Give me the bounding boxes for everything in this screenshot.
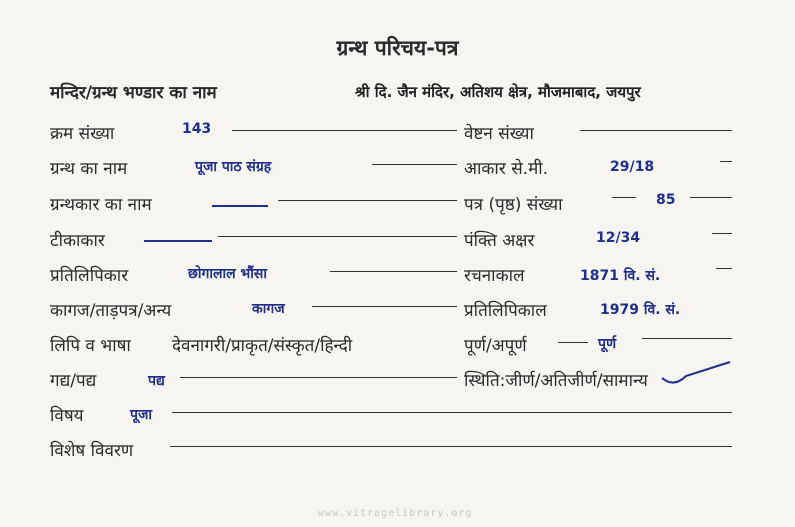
- copy-period-label: प्रतिलिपिकाल: [464, 301, 547, 321]
- copyist-line: [330, 271, 457, 272]
- copy-period-value: 1979 वि. सं.: [600, 302, 681, 318]
- lines-letters-label: पंक्ति अक्षर: [464, 231, 535, 251]
- subject-label: विषय: [50, 406, 84, 426]
- temple-label: मन्दिर/ग्रन्थ भण्डार का नाम: [50, 83, 217, 103]
- leaves-count-line-b: [690, 197, 732, 198]
- watermark: www.vitragelibrary.org: [318, 508, 473, 519]
- leaves-count-label: पत्र (पृष्ठ) संख्या: [464, 195, 563, 215]
- size-cm-line: [720, 161, 732, 162]
- subject-value: पूजा: [130, 407, 152, 423]
- copyist-label: प्रतिलिपिकार: [50, 266, 129, 286]
- wrapper-number-label: वेष्टन संख्या: [464, 124, 534, 144]
- complete-incomplete-label: पूर्ण/अपूर्ण: [464, 336, 527, 356]
- size-cm-label: आकार से.मी.: [464, 159, 549, 179]
- card-title: ग्रन्थ परिचय-पत्र: [336, 36, 459, 60]
- leaves-count-line-a: [612, 197, 636, 198]
- author-blank-dash: [212, 205, 268, 207]
- serial-number-label: क्रम संख्या: [50, 124, 115, 144]
- leaves-count-value: 85: [656, 192, 676, 208]
- commentator-blank-dash: [144, 240, 212, 242]
- prose-verse-line: [180, 377, 457, 378]
- complete-incomplete-line-b: [642, 338, 732, 339]
- condition-checkmark-icon: [660, 358, 736, 394]
- remarks-line: [170, 446, 732, 447]
- temple-value: श्री दि. जैन मंदिर, अतिशय क्षेत्र, मौजमाबाद, जयपुर: [355, 83, 641, 101]
- author-label: ग्रन्थकार का नाम: [50, 195, 152, 215]
- lines-letters-line: [712, 233, 732, 234]
- composition-period-label: रचनाकाल: [464, 266, 525, 286]
- granth-name-line: [372, 164, 457, 165]
- commentator-line: [218, 236, 457, 237]
- serial-number-value: 143: [182, 121, 212, 137]
- copyist-value: छोगालाल भौंसा: [188, 266, 267, 282]
- script-language-label: लिपि व भाषा: [50, 336, 131, 356]
- size-cm-value: 29/18: [610, 159, 655, 175]
- granth-name-label: ग्रन्थ का नाम: [50, 159, 128, 179]
- condition-label: स्थिति:जीर्ण/अतिजीर्ण/सामान्य: [464, 371, 648, 391]
- composition-period-value: 1871 वि. सं.: [580, 268, 661, 284]
- wrapper-number-line: [580, 130, 732, 131]
- author-line: [278, 200, 457, 201]
- subject-line: [172, 412, 732, 413]
- prose-verse-label: गद्य/पद्य: [50, 371, 97, 391]
- complete-incomplete-line-a: [558, 342, 588, 343]
- script-language-value: देवनागरी/प्राकृत/संस्कृत/हिन्दी: [172, 336, 353, 356]
- material-label: कागज/ताड़पत्र/अन्य: [50, 301, 172, 321]
- lines-letters-value: 12/34: [596, 230, 641, 246]
- granth-name-value: पूजा पाठ संग्रह: [195, 159, 272, 175]
- prose-verse-value: पद्य: [148, 373, 165, 389]
- commentator-label: टीकाकार: [50, 231, 105, 251]
- material-line: [312, 306, 457, 307]
- complete-incomplete-value: पूर्ण: [598, 336, 617, 352]
- composition-period-line: [716, 268, 732, 269]
- remarks-label: विशेष विवरण: [50, 441, 134, 461]
- serial-number-line: [232, 130, 457, 131]
- material-value: कागज: [252, 301, 285, 317]
